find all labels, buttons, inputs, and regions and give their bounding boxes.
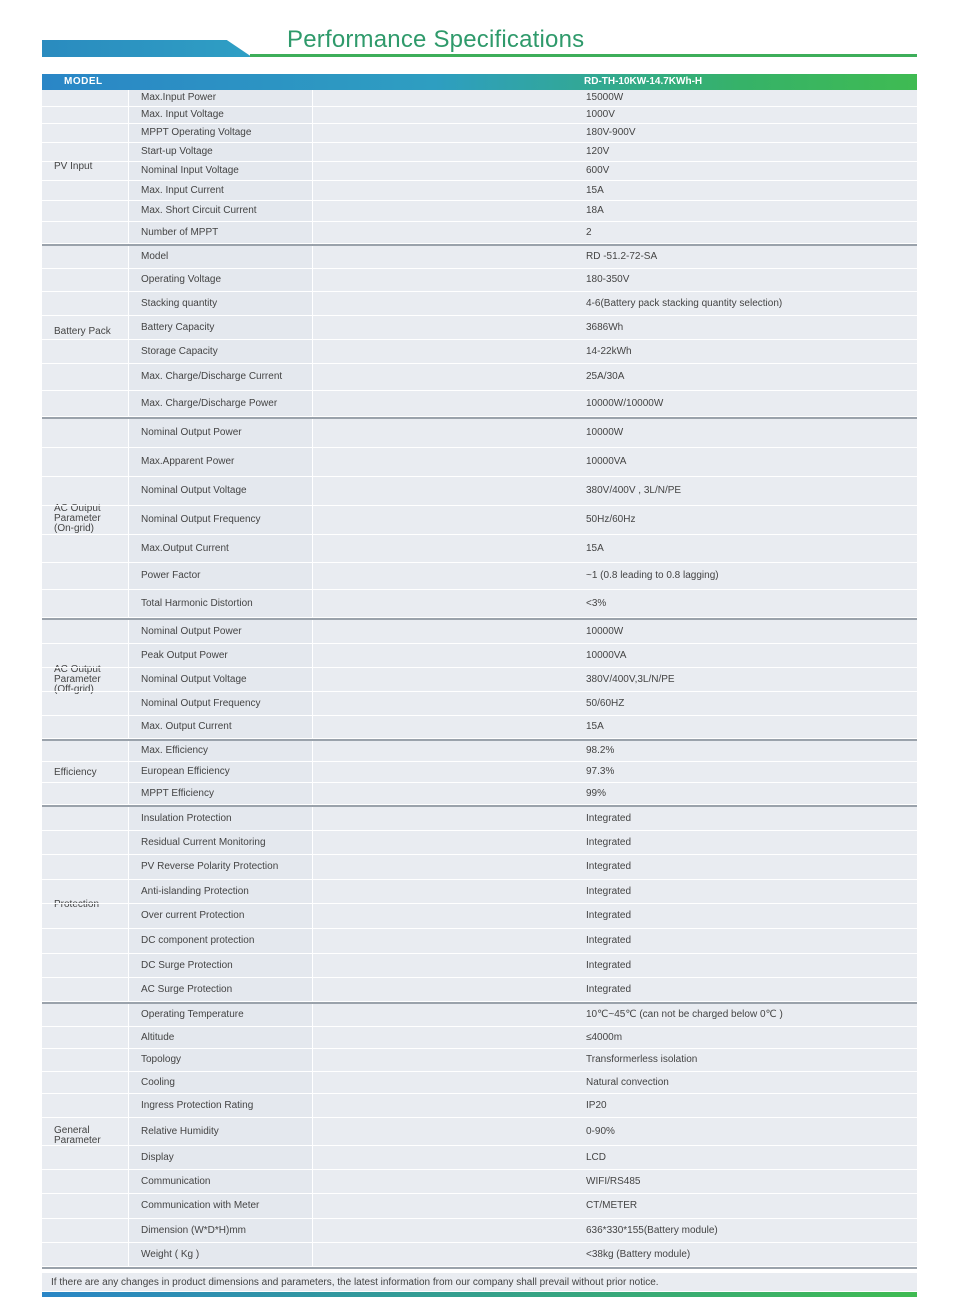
table-row xyxy=(42,929,917,954)
param-name: Cooling xyxy=(141,1077,175,1088)
group-label: Efficiency xyxy=(54,767,97,778)
table-row xyxy=(42,292,917,316)
param-name: Communication with Meter xyxy=(141,1200,260,1211)
param-name: PV Reverse Polarity Protection xyxy=(141,861,279,872)
column-divider xyxy=(312,762,313,782)
table-row xyxy=(42,1004,917,1027)
column-divider xyxy=(128,783,129,804)
param-value: 15A xyxy=(586,721,604,732)
column-divider xyxy=(128,1049,129,1071)
param-name: Start-up Voltage xyxy=(141,146,213,157)
table-row xyxy=(42,762,917,783)
param-name: Max. Short Circuit Current xyxy=(141,205,257,216)
param-name: Nominal Output Power xyxy=(141,427,242,438)
table-row xyxy=(42,1194,917,1219)
table-row xyxy=(42,1118,917,1146)
table-row xyxy=(42,1146,917,1170)
column-divider xyxy=(312,1027,313,1048)
param-value: Integrated xyxy=(586,886,632,897)
column-divider xyxy=(312,831,313,854)
column-divider xyxy=(128,978,129,1001)
param-value: 120V xyxy=(586,146,610,157)
param-value: WIFI/RS485 xyxy=(586,1176,641,1187)
column-divider xyxy=(312,880,313,903)
param-value: CT/METER xyxy=(586,1200,638,1211)
param-name: Nominal Input Voltage xyxy=(141,165,239,176)
param-value: 0-90% xyxy=(586,1126,615,1137)
param-value: Transformerless isolation xyxy=(586,1054,698,1065)
column-divider xyxy=(128,448,129,476)
param-value: 3686Wh xyxy=(586,322,624,333)
param-name: Stacking quantity xyxy=(141,298,218,309)
column-divider xyxy=(312,1049,313,1071)
column-divider xyxy=(128,1219,129,1242)
param-name: Operating Voltage xyxy=(141,274,222,285)
column-divider xyxy=(128,143,129,161)
column-divider xyxy=(128,364,129,390)
spec-group xyxy=(42,741,917,807)
table-row xyxy=(42,563,917,590)
table-row xyxy=(42,1243,917,1267)
table-row xyxy=(42,978,917,1002)
param-name: Nominal Output Frequency xyxy=(141,698,261,709)
param-value: Integrated xyxy=(586,935,632,946)
column-divider xyxy=(312,1146,313,1169)
table-row xyxy=(42,1072,917,1094)
param-name: Nominal Output Voltage xyxy=(141,674,247,685)
table-row xyxy=(42,448,917,477)
column-divider xyxy=(312,107,313,123)
param-value: Integrated xyxy=(586,813,632,824)
column-divider xyxy=(128,668,129,691)
table-row xyxy=(42,181,917,201)
param-value: 25A/30A xyxy=(586,371,625,382)
table-row xyxy=(42,90,917,107)
param-value: 180V-900V xyxy=(586,127,636,138)
param-name: Nominal Output Voltage xyxy=(141,485,247,496)
column-divider xyxy=(312,269,313,291)
table-row xyxy=(42,1027,917,1049)
column-divider xyxy=(312,1194,313,1218)
table-row xyxy=(42,246,917,269)
table-row xyxy=(42,124,917,143)
column-divider xyxy=(312,292,313,315)
footnote xyxy=(42,1273,917,1291)
param-value: 1000V xyxy=(586,109,615,120)
column-divider xyxy=(128,954,129,977)
param-value: 50Hz/60Hz xyxy=(586,514,636,525)
table-row xyxy=(42,419,917,448)
param-name: Max.Output Current xyxy=(141,543,229,554)
table-row xyxy=(42,107,917,124)
param-value: 180-350V xyxy=(586,274,630,285)
table-row xyxy=(42,1049,917,1072)
table-row xyxy=(42,954,917,978)
param-name: Dimension (W*D*H)mm xyxy=(141,1225,247,1236)
param-value: 10000W xyxy=(586,626,624,637)
param-name: European Efficiency xyxy=(141,766,230,777)
column-divider xyxy=(312,246,313,268)
column-divider xyxy=(128,1072,129,1093)
spec-group xyxy=(42,419,917,620)
column-divider xyxy=(128,716,129,738)
column-divider xyxy=(128,269,129,291)
param-value: Integrated xyxy=(586,910,632,921)
param-name: Nominal Output Power xyxy=(141,626,242,637)
column-divider xyxy=(128,506,129,534)
column-divider xyxy=(312,807,313,830)
param-name: Relative Humidity xyxy=(141,1126,219,1137)
column-divider xyxy=(128,1118,129,1145)
param-name: Display xyxy=(141,1152,174,1163)
table-row xyxy=(42,831,917,855)
param-name: Number of MPPT xyxy=(141,227,219,238)
column-divider xyxy=(312,590,313,617)
column-divider xyxy=(128,419,129,447)
param-name: Power Factor xyxy=(141,570,201,581)
param-value: ≤4000m xyxy=(586,1032,623,1043)
param-name: Peak Output Power xyxy=(141,650,228,661)
column-divider xyxy=(128,124,129,142)
column-divider xyxy=(312,181,313,200)
param-value: 98.2% xyxy=(586,745,615,756)
column-divider xyxy=(128,107,129,123)
param-value: Integrated xyxy=(586,960,632,971)
param-value: IP20 xyxy=(586,1100,607,1111)
param-value: 636*330*155(Battery module) xyxy=(586,1225,718,1236)
group-label: Protection xyxy=(54,899,100,910)
table-row xyxy=(42,692,917,716)
column-divider xyxy=(128,292,129,315)
column-divider xyxy=(128,316,129,339)
param-name: Max. Input Current xyxy=(141,185,224,196)
column-divider xyxy=(312,90,313,106)
column-divider xyxy=(128,620,129,643)
param-name: Max.Input Power xyxy=(141,92,217,103)
param-value: 10000VA xyxy=(586,456,627,467)
column-divider xyxy=(312,201,313,221)
param-name: Communication xyxy=(141,1176,211,1187)
column-divider xyxy=(128,880,129,903)
model-header-row xyxy=(42,74,917,90)
table-row xyxy=(42,503,917,535)
column-divider xyxy=(128,477,129,505)
column-divider xyxy=(128,1146,129,1169)
column-divider xyxy=(128,807,129,830)
column-divider xyxy=(312,1170,313,1193)
model-label: MODEL xyxy=(64,76,103,87)
table-row xyxy=(42,807,917,831)
param-name: AC Surge Protection xyxy=(141,984,233,995)
column-divider xyxy=(312,668,313,691)
column-divider xyxy=(128,535,129,562)
param-name: Max. Charge/Discharge Power xyxy=(141,398,278,409)
table-row xyxy=(42,201,917,222)
param-name: Nominal Output Frequency xyxy=(141,514,261,525)
param-name: Max. Input Voltage xyxy=(141,109,224,120)
group-label: AC Output Parameter (On-grid) xyxy=(54,503,101,534)
column-divider xyxy=(312,978,313,1001)
column-divider xyxy=(128,162,129,180)
column-divider xyxy=(128,692,129,715)
spec-group xyxy=(42,807,917,1004)
column-divider xyxy=(312,929,313,953)
spec-table xyxy=(42,90,917,1269)
param-name: Storage Capacity xyxy=(141,346,218,357)
table-row xyxy=(42,1219,917,1243)
table-row xyxy=(42,741,917,762)
param-value: Integrated xyxy=(586,984,632,995)
table-row xyxy=(42,364,917,391)
param-name: DC component protection xyxy=(141,935,255,946)
table-row xyxy=(42,222,917,244)
param-name: MPPT Operating Voltage xyxy=(141,127,252,138)
param-value: Natural convection xyxy=(586,1077,669,1088)
table-row xyxy=(42,855,917,880)
column-divider xyxy=(312,783,313,804)
param-value: <3% xyxy=(586,598,607,609)
spec-group xyxy=(42,1004,917,1269)
page-header xyxy=(0,0,960,70)
bottom-accent-bar xyxy=(42,1292,917,1297)
table-row xyxy=(42,644,917,668)
column-divider xyxy=(128,644,129,667)
column-divider xyxy=(312,222,313,243)
column-divider xyxy=(128,1027,129,1048)
group-label: General Parameter xyxy=(54,1125,101,1146)
column-divider xyxy=(312,741,313,761)
column-divider xyxy=(128,391,129,416)
param-name: Max. Output Current xyxy=(141,721,232,732)
param-value: <38kg (Battery module) xyxy=(586,1249,691,1260)
param-name: Max. Charge/Discharge Current xyxy=(141,371,283,382)
column-divider xyxy=(312,419,313,447)
table-row xyxy=(42,477,917,506)
column-divider xyxy=(128,1094,129,1117)
table-row xyxy=(42,1094,917,1118)
column-divider xyxy=(312,1004,313,1026)
param-value: Integrated xyxy=(586,837,632,848)
column-divider xyxy=(312,364,313,390)
table-row xyxy=(42,783,917,805)
column-divider xyxy=(312,143,313,161)
column-divider xyxy=(128,1194,129,1218)
param-value: 10000W/10000W xyxy=(586,398,664,409)
param-value: 14-22kWh xyxy=(586,346,632,357)
column-divider xyxy=(312,620,313,643)
column-divider xyxy=(128,1243,129,1266)
column-divider xyxy=(312,535,313,562)
table-row xyxy=(42,269,917,292)
page-title: Performance Specifications xyxy=(287,26,585,53)
param-value: RD -51.2-72-SA xyxy=(586,251,658,262)
table-row xyxy=(42,143,917,162)
param-name: MPPT Efficiency xyxy=(141,788,214,799)
column-divider xyxy=(312,340,313,363)
param-value: 97.3% xyxy=(586,766,615,777)
column-divider xyxy=(128,590,129,617)
param-value: 15000W xyxy=(586,92,624,103)
table-row xyxy=(42,340,917,364)
table-row xyxy=(42,391,917,417)
param-value: 10℃~45℃ (can not be charged below 0℃ ) xyxy=(586,1009,783,1020)
column-divider xyxy=(312,954,313,977)
group-label: Battery Pack xyxy=(54,326,111,337)
param-value: 15A xyxy=(586,543,604,554)
column-divider xyxy=(128,340,129,363)
column-divider xyxy=(128,90,129,106)
table-row xyxy=(42,535,917,563)
param-value: Integrated xyxy=(586,861,632,872)
group-label: PV Input xyxy=(54,161,93,172)
column-divider xyxy=(312,855,313,879)
table-row xyxy=(42,1170,917,1194)
column-divider xyxy=(312,124,313,142)
param-value: 4-6(Battery pack stacking quantity selection) xyxy=(586,298,783,309)
column-divider xyxy=(128,181,129,200)
param-name: Total Harmonic Distortion xyxy=(141,598,253,609)
table-row xyxy=(42,880,917,904)
column-divider xyxy=(312,477,313,505)
column-divider xyxy=(128,762,129,782)
column-divider xyxy=(312,448,313,476)
column-divider xyxy=(128,929,129,953)
param-value: 10000VA xyxy=(586,650,627,661)
param-name: Topology xyxy=(141,1054,182,1065)
param-name: Max. Efficiency xyxy=(141,745,209,756)
column-divider xyxy=(128,831,129,854)
table-row xyxy=(42,716,917,739)
column-divider xyxy=(312,162,313,180)
table-row xyxy=(42,590,917,618)
param-value: ~1 (0.8 leading to 0.8 lagging) xyxy=(586,570,719,581)
param-name: Model xyxy=(141,251,169,262)
param-name: Altitude xyxy=(141,1032,175,1043)
spec-group xyxy=(42,620,917,741)
param-value: 10000W xyxy=(586,427,624,438)
param-name: Over current Protection xyxy=(141,910,245,921)
param-value: 600V xyxy=(586,165,610,176)
column-divider xyxy=(312,316,313,339)
param-value: LCD xyxy=(586,1152,607,1163)
param-name: Battery Capacity xyxy=(141,322,215,333)
column-divider xyxy=(128,246,129,268)
table-row xyxy=(42,162,917,181)
param-value: 2 xyxy=(586,227,592,238)
param-name: Residual Current Monitoring xyxy=(141,837,266,848)
column-divider xyxy=(312,692,313,715)
table-row xyxy=(42,620,917,644)
column-divider xyxy=(312,716,313,738)
param-name: DC Surge Protection xyxy=(141,960,233,971)
column-divider xyxy=(128,1170,129,1193)
column-divider xyxy=(128,563,129,589)
table-row xyxy=(42,316,917,340)
column-divider xyxy=(128,201,129,221)
param-value: 380V/400V , 3L/N/PE xyxy=(586,485,682,496)
param-name: Weight ( Kg ) xyxy=(141,1249,200,1260)
column-divider xyxy=(312,1072,313,1093)
column-divider xyxy=(312,1219,313,1242)
group-label: AC Output Parameter (Off-grid) xyxy=(54,664,101,695)
column-divider xyxy=(312,1243,313,1266)
model-value: RD-TH-10KW-14.7KWh-H xyxy=(584,76,703,87)
param-value: 99% xyxy=(586,788,607,799)
column-divider xyxy=(312,1094,313,1117)
param-name: Insulation Protection xyxy=(141,813,232,824)
column-divider xyxy=(312,391,313,416)
column-divider xyxy=(312,1118,313,1145)
table-row xyxy=(42,668,917,692)
header-underline xyxy=(250,54,917,57)
column-divider xyxy=(128,904,129,928)
param-value: 50/60HZ xyxy=(586,698,625,709)
param-name: Operating Temperature xyxy=(141,1009,244,1020)
param-value: 15A xyxy=(586,185,604,196)
param-value: 380V/400V,3L/N/PE xyxy=(586,674,675,685)
column-divider xyxy=(312,506,313,534)
footnote-text: If there are any changes in product dimensions and parameters, the latest information from our company shall prevail without prior notice. xyxy=(51,1277,659,1288)
column-divider xyxy=(128,741,129,761)
column-divider xyxy=(128,1004,129,1026)
column-divider xyxy=(312,904,313,928)
column-divider xyxy=(128,222,129,243)
spec-group xyxy=(42,246,917,419)
param-name: Max.Apparent Power xyxy=(141,456,235,467)
header-accent-bar xyxy=(42,40,252,57)
param-name: Anti-islanding Protection xyxy=(141,886,249,897)
column-divider xyxy=(312,644,313,667)
param-name: Ingress Protection Rating xyxy=(141,1100,254,1111)
spec-group xyxy=(42,90,917,246)
column-divider xyxy=(128,855,129,879)
column-divider xyxy=(312,563,313,589)
table-row xyxy=(42,904,917,929)
param-value: 18A xyxy=(586,205,604,216)
